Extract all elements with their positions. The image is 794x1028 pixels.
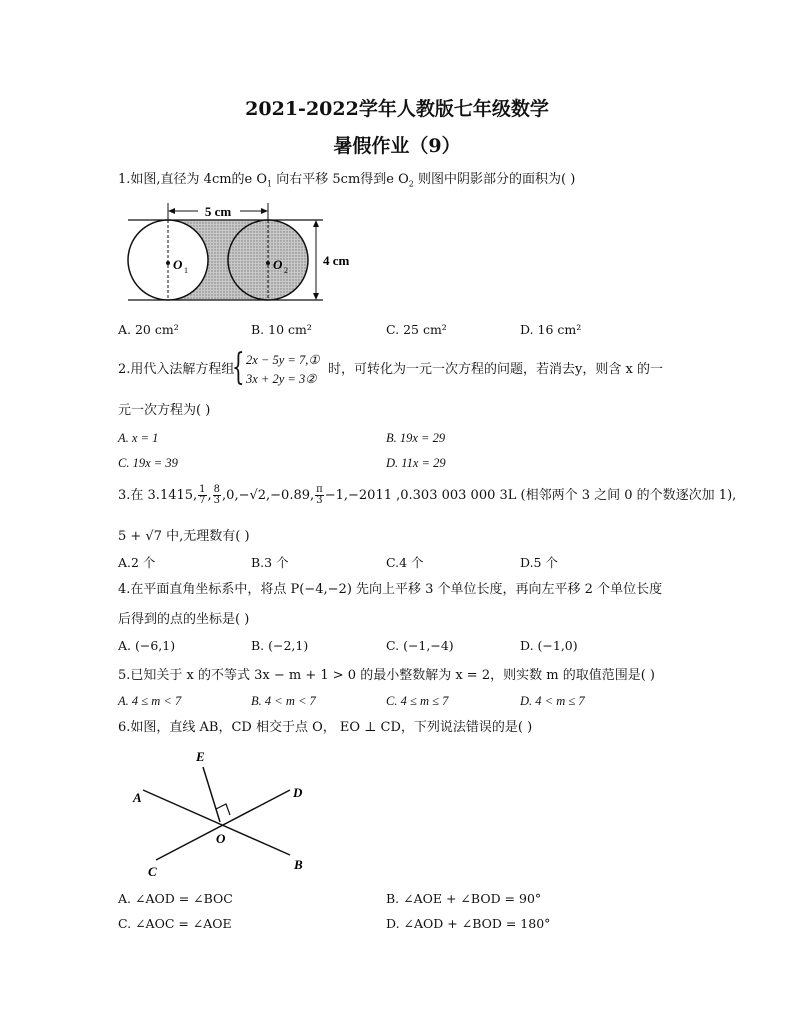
q3-option-d: D.5 个: [520, 555, 558, 570]
q2-option-d: D. 11x = 29: [386, 456, 446, 470]
q1-sub2: 2: [408, 179, 414, 189]
q6-option-d: D. ∠AOD + ∠BOD = 180°: [386, 916, 551, 931]
q4-option-d: D. (−1,0): [520, 638, 578, 653]
page-subtitle: 暑假作业（9）: [333, 135, 461, 157]
q4-option-a: A. (−6,1): [118, 638, 176, 653]
q4-option-b: B. (−2,1): [251, 638, 309, 653]
q2-option-a: A. x = 1: [118, 431, 159, 445]
o2-label: O: [273, 257, 283, 272]
label-e: E: [196, 749, 205, 764]
label-o: O: [216, 831, 226, 846]
width-label: 5 cm: [204, 204, 232, 219]
equation-system-brace: {: [232, 347, 245, 388]
label-b: B: [294, 857, 303, 872]
o1-label: O: [173, 257, 183, 272]
line-cd: [156, 790, 290, 860]
q5-option-b: B. 4 < m < 7: [251, 694, 316, 708]
q1-text-end: 则图中阴影部分的面积为( ): [413, 172, 576, 187]
q6-option-c: C. ∠AOC = ∠AOE: [118, 916, 232, 931]
page-title: 2021-2022学年人教版七年级数学: [245, 98, 549, 120]
q3-tail: −1,−2011 ,0.303 003 000 3L (相邻两个 3 之间 0 的个数逐次加 1),: [324, 488, 737, 503]
q1-option-d: D. 16 cm²: [520, 322, 582, 337]
q2-equation-2: 3x + 2y = 3②: [246, 372, 317, 386]
q1-option-c: C. 25 cm²: [386, 322, 447, 337]
q2-equation-1: 2x − 5y = 7,①: [246, 353, 320, 367]
q2-option-b: B. 19x = 29: [386, 431, 446, 445]
q6-option-b: B. ∠AOE + ∠BOD = 90°: [386, 891, 542, 906]
q3-line2: 5 + √7 中,无理数有( ): [118, 529, 250, 544]
q3-mid: ,0,−√2,−0.89,: [222, 488, 315, 503]
q6-option-a: A. ∠AOD = ∠BOC: [118, 891, 233, 906]
q1-option-a: A. 20 cm²: [118, 322, 179, 337]
q1-sub1: 1: [267, 179, 273, 189]
q2-text-line2: 元一次方程为( ): [118, 403, 211, 418]
question-1-text: [118, 172, 575, 193]
label-a: A: [133, 790, 142, 805]
o1-sub: 1: [184, 266, 188, 275]
q3-option-a: A.2 个: [118, 555, 156, 570]
label-c: C: [148, 864, 157, 879]
q3-lead: 3.在 3.1415,: [118, 488, 198, 503]
q2-text-after: 时，可转化为一元一次方程的问题，若消去y，则含 x 的一: [328, 362, 663, 377]
q1-text-mid: 向右平移 5cm得到e O: [272, 172, 409, 187]
q2-option-c: C. 19x = 39: [118, 456, 178, 470]
q5-option-c: C. 4 ≤ m ≤ 7: [386, 694, 449, 708]
q1-option-b: B. 10 cm²: [251, 322, 312, 337]
q4-text-line2: 后得到的点的坐标是( ): [118, 612, 250, 627]
q3-option-c: C.4 个: [386, 555, 424, 570]
ray-eo: [203, 767, 220, 822]
frac-pi-3: $\frac{\pi}{3}$: [316, 484, 323, 506]
frac-8-3: $\frac{8}{3}$: [213, 484, 221, 506]
q5-text: 5.已知关于 x 的不等式 3x − m + 1 > 0 的最小整数解为 x = 2，则实数 m 的取值范围是( ): [118, 668, 655, 683]
o2-sub: 2: [284, 266, 288, 275]
q5-option-d: D. 4 < m ≤ 7: [520, 694, 585, 708]
height-label: 4 cm: [323, 253, 350, 268]
frac-1-7: $\frac{1}{7}$: [199, 484, 206, 506]
q4-option-c: C. (−1,−4): [386, 638, 454, 653]
label-d: D: [293, 785, 303, 800]
q3-option-b: B.3 个: [251, 555, 289, 570]
intersecting-lines-figure: [118, 745, 318, 880]
q4-text: 4.在平面直角坐标系中，将点 P(−4,−2) 先向上平移 3 个单位长度，再向左平移 2 个单位长度: [118, 582, 663, 597]
q6-text: 6.如图，直线 AB，CD 相交于点 O， EO ⊥ CD，下列说法错误的是( ): [118, 720, 533, 735]
two-circles-figure: [118, 195, 358, 310]
q5-option-a: A. 4 ≤ m < 7: [118, 694, 182, 708]
q1-text-part: 1.如图,直径为 4cm的e O: [118, 172, 268, 187]
q3-text: 3.在 3.1415, $\frac{1}{7}$ , $\frac{8}{3}$ ,0,−√2,−0.89, $\frac{\pi}{3}$ −1,−2011 ,0.303 003 000 3L (相邻两个 3 之间 0 的个数逐次加 1),: [118, 484, 737, 506]
q2-text-before: 2.用代入法解方程组: [118, 362, 235, 377]
